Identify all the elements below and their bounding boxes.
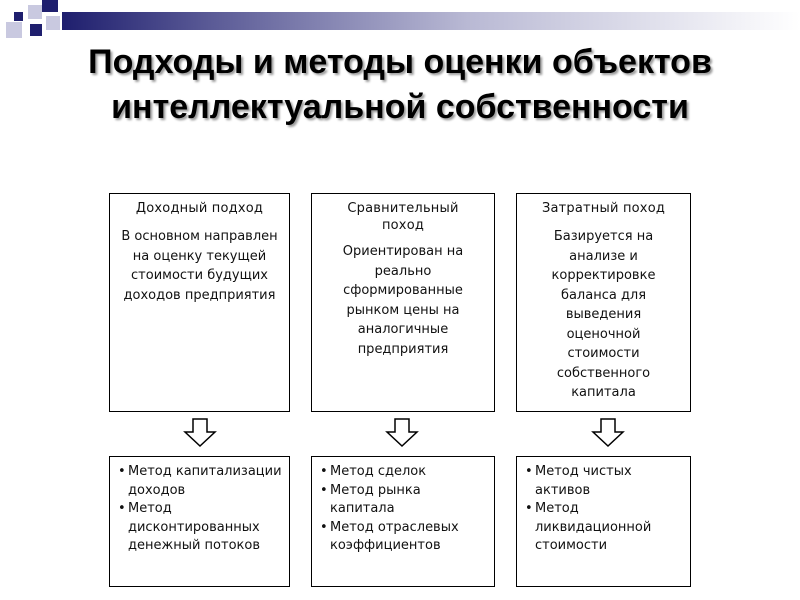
methods-box-income	[109, 456, 290, 587]
corner-square-4	[6, 22, 22, 38]
methods-box-cost	[516, 456, 691, 587]
method-item: • Метод чистых активов	[525, 464, 632, 498]
approach-name: Затратный поход	[541, 201, 666, 216]
corner-square-5	[30, 24, 42, 36]
method-item: • Метод капитализации доходов	[118, 464, 282, 498]
down-arrow-icon	[385, 418, 419, 448]
down-arrow-icon	[591, 418, 625, 448]
approach-name: Доходный подход	[135, 201, 264, 216]
corner-square-2	[28, 5, 42, 19]
approach-name: Сравнительный поход	[347, 201, 459, 233]
header-gradient-bar	[62, 12, 800, 30]
corner-square-1	[14, 12, 23, 21]
down-arrow-icon	[183, 418, 217, 448]
method-item: • Метод ликвидационной стоимости	[525, 501, 652, 553]
method-item: • Метод сделок	[320, 464, 427, 479]
corner-square-3	[42, 0, 58, 12]
approach-box-cost	[516, 193, 691, 412]
approach-box-income	[109, 193, 290, 412]
corner-square-6	[46, 16, 60, 30]
methods-box-comparative	[311, 456, 495, 587]
approach-box-comparative	[311, 193, 495, 412]
approach-description: Базируется на анализе и корректировке баланса для выведения оценочной стоимости собственного капитала	[551, 229, 656, 400]
approach-description: Ориентирован на реально сформированные рынком цены на аналогичные предприятия	[342, 244, 464, 357]
method-item: • Метод рынка капитала	[320, 482, 421, 516]
page-title: Подходы и методы оценки объектов интеллектуальной собственности	[88, 43, 712, 126]
method-item: • Метод отраслевых коэффициентов	[320, 519, 459, 553]
approach-description: В основном направлен на оценку текущей стоимости будущих доходов предприятия	[121, 229, 278, 303]
method-item: • Метод дисконтированных денежный потоков	[118, 501, 260, 553]
